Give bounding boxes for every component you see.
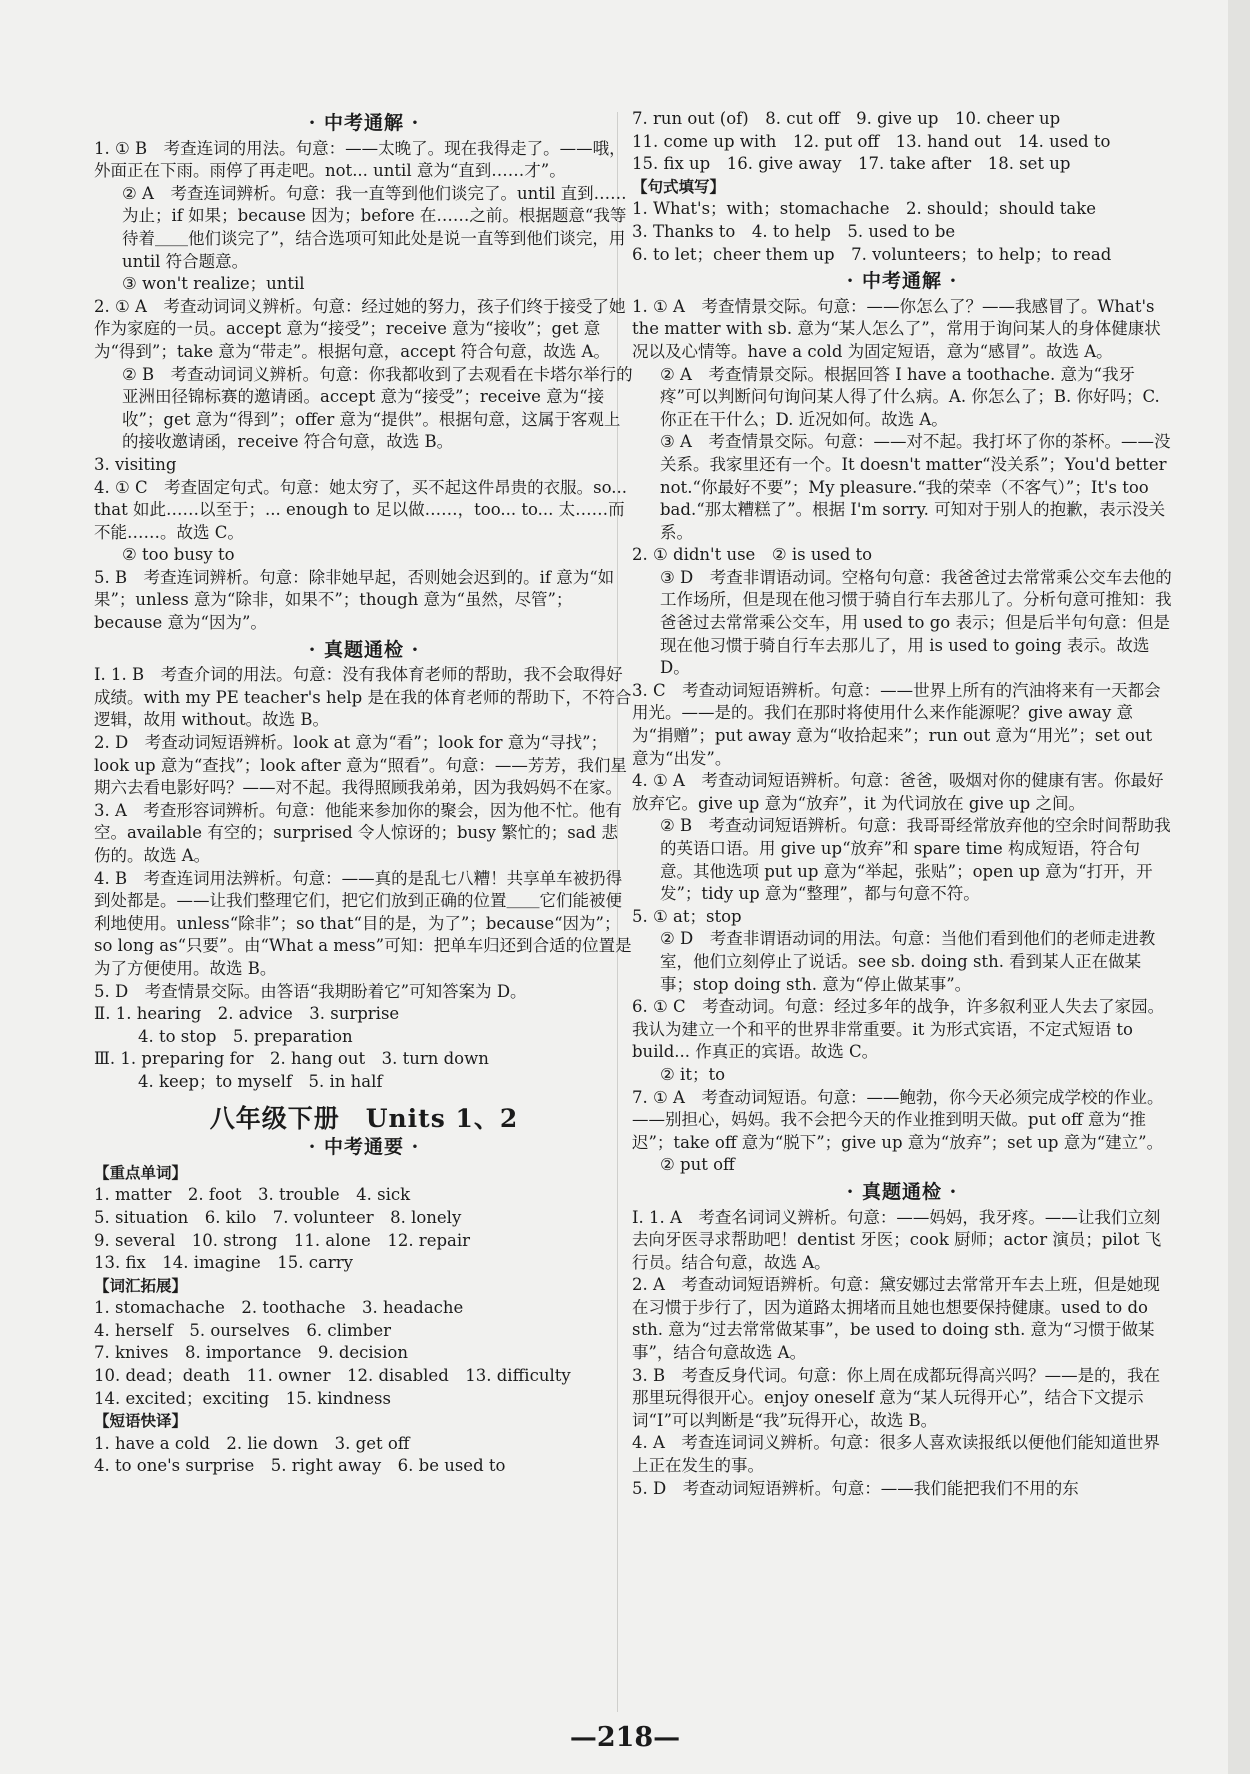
- answer-item: 1. ① B 考查连词的用法。句意：——太晚了。现在我得走了。——哦，外面正在下雨。雨停了再走吧。not... until 意为“直到……才”。: [94, 138, 626, 181]
- word-list-line: 10. dead；death 11. owner 12. disabled 13. difficulty: [94, 1366, 571, 1386]
- answer-item: 4. ① A 考查动词短语辨析。句意：爸爸，吸烟对你的健康有害。你最好放弃它。give up 意为“放弃”，it 为代词放在 give up 之间。: [632, 771, 1164, 813]
- answer-item: Ⅰ. 1. B 考查介词的用法。句意：没有我体育老师的帮助，我不会取得好成绩。with my PE teacher's help 是在我的体育老师的帮助下，不符合逻辑，故用 without。故选 B。: [94, 665, 632, 730]
- answer-item: ② A 考查连词辨析。句意：我一直等到他们谈完了。until 直到……为止；if 如果；because 因为；before 在……之前。根据题意“我等待着＿＿他们谈完了”，结合选项可知此处是说一直等到他们谈完，用 until 符合题意。: [122, 183, 627, 271]
- word-list-line: 4. herself 5. ourselves 6. climber: [94, 1320, 392, 1340]
- answer-item: ② put off: [660, 1155, 735, 1175]
- word-list-line: 5. situation 6. kilo 7. volunteer 8. lonely: [94, 1207, 462, 1227]
- answer-item: 1. ① A 考查情景交际。句意：——你怎么了？——我感冒了。What's the matter with sb. 意为“某人怎么了”，常用于询问某人的身体健康状况以及心情等。have a cold 为固定短语，意为“感冒”。故选 A。: [632, 296, 1161, 361]
- section-title: · 真题通检 ·: [308, 638, 420, 661]
- answer-item: Ⅰ. 1. A 考查名词词义辨析。句意：——妈妈，我牙疼。——让我们立刻去向牙医寻求帮助吧！dentist 牙医；cook 厨师；actor 演员；pilot 飞行员。结合句意，故选 A。: [632, 1207, 1162, 1272]
- subsection-label: 【重点单词】: [94, 1162, 188, 1182]
- answer-item: 6. ① C 考查动词。句意：经过多年的战争，许多叙利亚人失去了家园。我认为建立一个和平的世界非常重要。it 为形式宾语，不定式短语 to build... 作真正的宾语。故选 C。: [632, 997, 1165, 1062]
- answer-item: ③ D 考查非谓语动词。空格句句意：我爸爸过去常常乘公交车去他的工作场所，但是现在他习惯于骑自行车去那儿了。分析句意可推知：我爸爸过去常常乘公交车，用 used to go 表示；但是后半句句意：但是现在他习惯于骑自行车去那儿了，用 is used to going 表示。故选 D。: [660, 567, 1172, 678]
- answer-item: 3. A 考查形容词辨析。句意：他能来参加你的聚会，因为他不忙。他有空。available 有空的；surprised 令人惊讶的；busy 繁忙的；sad 悲伤的。故选 A。: [94, 800, 622, 865]
- answer-item: 2. A 考查动词短语辨析。句意：黛安娜过去常常开车去上班，但是她现在习惯于步行了，因为道路太拥堵而且她也想要保持健康。used to do sth. 意为“过去常常做某事”，be used to doing sth. 意为“习惯于做某事”，结合句意故选 A。: [632, 1275, 1160, 1363]
- section-title: · 中考通要 ·: [308, 1136, 420, 1159]
- word-list-line: 1. matter 2. foot 3. trouble 4. sick: [94, 1185, 411, 1205]
- page-number: —218—: [569, 1722, 681, 1753]
- subsection-label: 【句式填写】: [632, 176, 726, 196]
- section-title: · 中考通解 ·: [846, 270, 958, 293]
- answer-item: 3. visiting: [94, 454, 177, 474]
- subsection-label: 【词汇拓展】: [94, 1275, 188, 1295]
- word-list-line: 14. excited；exciting 15. kindness: [94, 1388, 391, 1408]
- phrase-list-line: 1. have a cold 2. lie down 3. get off: [94, 1433, 410, 1453]
- section-title: · 真题通检 ·: [846, 1180, 958, 1203]
- answer-item: 4. B 考查连词用法辨析。句意：——真的是乱七八糟！共享单车被扔得到处都是。——让我们整理它们，把它们放到正确的位置＿＿它们能被便利地使用。unless“除非”；so that“目的是，为了”；because“因为”；so long as“只要”。由“What a mess”可知：把单车归还到合适的位置是为了方便使用。故选 B。: [94, 868, 632, 978]
- answer-item: ② too busy to: [122, 545, 235, 565]
- answer-item: 2. D 考查动词短语辨析。look at 意为“看”；look for 意为“寻找”；look up 意为“查找”；look after 意为“照看”。句意：——芳芳，我们星期六去看电影好吗？——对不起。我得照顾我弟弟，因为我妈妈不在家。: [94, 733, 627, 798]
- phrase-list-line: 4. to one's surprise 5. right away 6. be used to: [94, 1456, 506, 1476]
- answer-page: [70, 108, 1170, 1738]
- answer-item: Ⅱ. 1. hearing 2. advice 3. surprise: [94, 1004, 400, 1024]
- phrase-list-line: 7. run out (of) 8. cut off 9. give up 10. cheer up: [632, 109, 1061, 128]
- answer-item: 5. B 考查连词辨析。句意：除非她早起，否则她会迟到的。if 意为“如果”；unless 意为“除非，如果不”；though 意为“虽然，尽管”；because 意为“因为”。: [94, 567, 615, 633]
- unit-title: 八年级下册 Units 1、2: [209, 1103, 519, 1133]
- right-column: [632, 108, 1172, 1500]
- sentence-fill-line: 6. to let；cheer them up 7. volunteers；to help；to read: [632, 244, 1112, 264]
- answer-item: Ⅲ. 1. preparing for 2. hang out 3. turn down: [94, 1049, 489, 1069]
- sentence-fill-line: 1. What's；with；stomachache 2. should；should take: [632, 199, 1097, 219]
- answer-item: ② B 考查动词词义辨析。句意：你我都收到了去观看在卡塔尔举行的亚洲田径锦标赛的邀请函。accept 意为“接受”；receive 意为“接收”；get 意为“得到”；offer 意为“提供”。根据句意，这属于客观上的接收邀请函，receive 符合句意，故选 B。: [122, 364, 633, 452]
- answer-item: 4. ① C 考查固定句式。句意：她太穷了，买不起这件昂贵的衣服。so... that 如此……以至于；... enough to 足以做……，too... to... 太……而不能……。故选 C。: [94, 477, 627, 542]
- answer-item: ③ A 考查情景交际。句意：——对不起。我打坏了你的茶杯。——没关系。我家里还有一个。It doesn't matter“没关系”；You'd better not.“你最好不要”；My pleasure.“我的荣幸（不客气）”；It's too bad.“那太糟糕了”。根据 I'm sorry. 可知对于别人的抱歉，表示没关系。: [660, 432, 1171, 542]
- word-list-line: 7. knives 8. importance 9. decision: [94, 1343, 408, 1363]
- answer-item: 4. to stop 5. preparation: [138, 1026, 353, 1046]
- sentence-fill-line: 3. Thanks to 4. to help 5. used to be: [632, 221, 956, 241]
- word-list-line: 13. fix 14. imagine 15. carry: [94, 1253, 353, 1273]
- answer-item: 3. C 考查动词短语辨析。句意：——世界上所有的汽油将来有一天都会用光。——是的。我们在那时将使用什么来作能源呢？give away 意为“捐赠”；put away 意为“收拾起来”；run out 意为“用光”；set out 意为“出发”。: [632, 680, 1161, 768]
- answer-item: 5. ① at；stop: [632, 906, 742, 926]
- section-title: · 中考通解 ·: [308, 112, 420, 134]
- word-list-line: 9. several 10. strong 11. alone 12. repair: [94, 1230, 471, 1250]
- answer-item: 4. A 考查连词词义辨析。句意：很多人喜欢读报纸以便他们能知道世界上正在发生的事。: [632, 1433, 1160, 1476]
- phrase-list-line: 11. come up with 12. put off 13. hand out 14. used to: [632, 131, 1111, 151]
- answer-item: 3. B 考查反身代词。句意：你上周在成都玩得高兴吗？——是的，我在那里玩得很开心。enjoy oneself 意为“某人玩得开心”，结合下文提示词“I”可以判断是“我”玩得开心，故选 B。: [632, 1365, 1161, 1430]
- answer-item: ② A 考查情景交际。根据回答 I have a toothache. 意为“我牙疼”可以判断问句询问某人得了什么病。A. 你怎么了；B. 你好吗；C. 你正在干什么；D. 近况如何。故选 A。: [660, 364, 1160, 429]
- answer-item: 5. D 考查情景交际。由答语“我期盼着它”可知答案为 D。: [94, 981, 527, 1001]
- answer-item: 7. ① A 考查动词短语。句意：——鲍勃，你今天必须完成学校的作业。——别担心，妈妈。我不会把今天的作业推到明天做。put off 意为“推迟”；take off 意为“脱下”；give up 意为“放弃”；set up 意为“建立”。: [632, 1087, 1164, 1152]
- answer-item: 2. ① didn't use ② is used to: [632, 545, 873, 565]
- answer-item: ② it；to: [660, 1064, 726, 1084]
- answer-item: 4. keep；to myself 5. in half: [138, 1071, 383, 1091]
- left-column: [94, 108, 634, 1478]
- answer-item: 2. ① A 考查动词词义辨析。句意：经过她的努力，孩子们终于接受了她作为家庭的一员。accept 意为“接受”；receive 意为“接收”；get 意为“得到”；take 意为“带走”。根据句意，accept 符合句意，故选 A。: [94, 296, 626, 361]
- subsection-label: 【短语快译】: [94, 1411, 188, 1431]
- answer-item: ② B 考查动词短语辨析。句意：我哥哥经常放弃他的空余时间帮助我的英语口语。用 give up“放弃”和 spare time 构成短语，符合句意。其他选项 put up 意为“举起，张贴”；open up 意为“打开，开发”；tidy up 意为“整理”，都与句意不符。: [660, 816, 1171, 904]
- answer-item: 5. D 考查动词短语辨析。句意：——我们能把我们不用的东: [632, 1478, 1079, 1498]
- page-edge: [1228, 0, 1250, 1774]
- word-list-line: 1. stomachache 2. toothache 3. headache: [94, 1298, 464, 1318]
- answer-item: ② D 考查非谓语动词的用法。句意：当他们看到他们的老师走进教室，他们立刻停止了说话。see sb. doing sth. 看到某人正在做某事；stop doing sth. 意为“停止做某事”。: [660, 929, 1156, 994]
- phrase-list-line: 15. fix up 16. give away 17. take after 18. set up: [632, 154, 1071, 174]
- answer-item: ③ won't realize；until: [122, 274, 305, 294]
